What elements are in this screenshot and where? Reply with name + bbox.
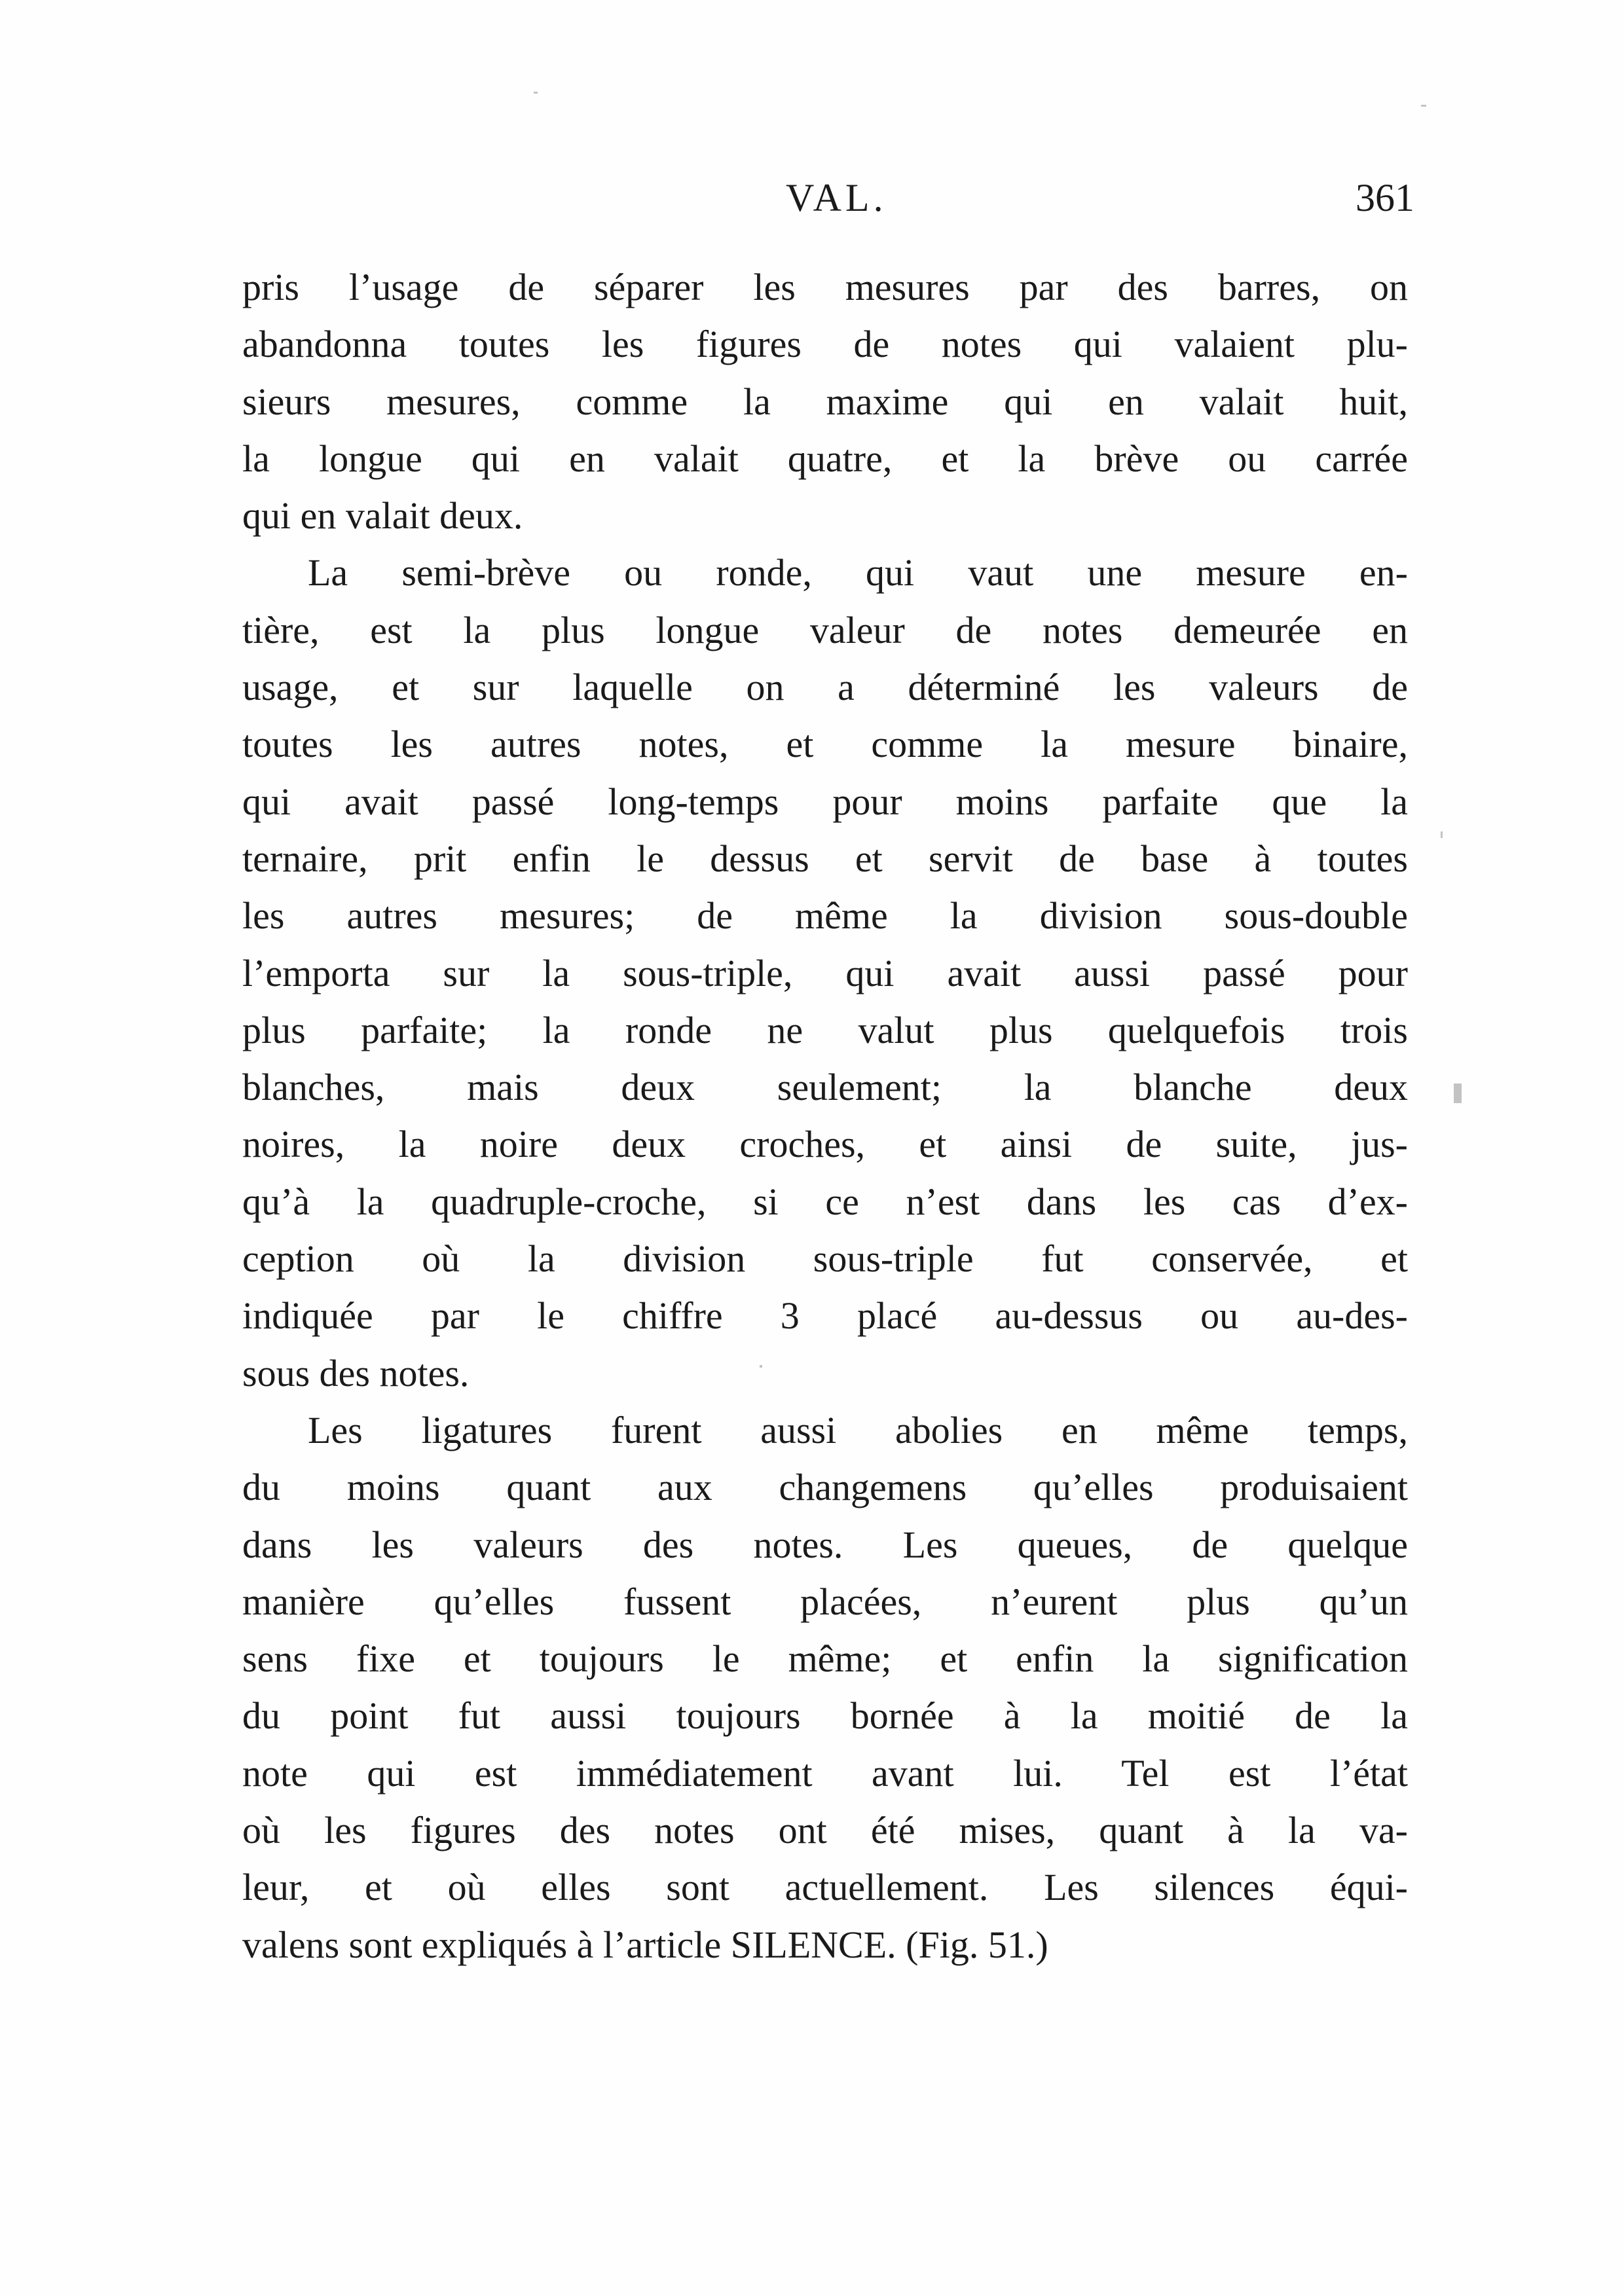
text-line: La semi-brève ou ronde, qui vaut une mesure en- xyxy=(308,551,1408,594)
text-line: sieurs mesures, comme la maxime qui en valait huit, xyxy=(242,380,1408,423)
text-line: manière qu’elles fussent placées, n’eurent plus qu’un xyxy=(242,1580,1408,1623)
text-line: Les ligatures furent aussi abolies en même temps, xyxy=(308,1408,1408,1451)
scan-speck xyxy=(1454,1084,1462,1103)
text-line: pris l’usage de séparer les mesures par des barres, on xyxy=(242,266,1408,308)
paragraph-3 xyxy=(242,1402,1408,1973)
text-line: noires, la noire deux croches, et ainsi de suite, jus- xyxy=(242,1123,1408,1166)
scan-speck xyxy=(534,92,538,94)
text-line: la longue qui en valait quatre, et la brève ou carrée xyxy=(242,437,1408,480)
paragraph-2 xyxy=(242,544,1408,1401)
text-line: blanches, mais deux seulement; la blanche deux xyxy=(242,1066,1408,1109)
text-line: indiquée par le chiffre 3 placé au-dessus ou au-des- xyxy=(242,1294,1408,1338)
text-line: qui en valait deux. xyxy=(242,494,523,538)
text-line: ception où la division sous-triple fut conservée, et xyxy=(242,1237,1408,1281)
text-line: note qui est immédiatement avant lui. Tel est l’état xyxy=(242,1751,1408,1795)
body-text xyxy=(242,259,1408,1973)
text-line: où les figures des notes ont été mises, quant à la va- xyxy=(242,1809,1408,1852)
running-title: VAL. xyxy=(786,176,887,219)
text-line: leur, et où elles sont actuellement. Les silences équi- xyxy=(242,1866,1408,1909)
scan-speck xyxy=(1421,105,1426,107)
scan-speck xyxy=(760,1365,762,1368)
text-line: qu’à la quadruple-croche, si ce n’est dans les cas d’ex- xyxy=(242,1180,1408,1223)
text-line: tière, est la plus longue valeur de notes demeurée en xyxy=(242,608,1408,651)
paragraph-1 xyxy=(242,259,1408,544)
text-line: toutes les autres notes, et comme la mesure binaire, xyxy=(242,723,1408,766)
text-line: sous des notes. xyxy=(242,1351,470,1394)
text-line: du point fut aussi toujours bornée à la moitié de la xyxy=(242,1694,1408,1738)
text-line: qui avait passé long-temps pour moins parfaite que la xyxy=(242,780,1408,823)
text-line: les autres mesures; de même la division sous-double xyxy=(242,894,1408,938)
text-line: ternaire, prit enfin le dessus et servit de base à toutes xyxy=(242,837,1408,880)
text-line: sens fixe et toujours le même; et enfin la signification xyxy=(242,1637,1408,1681)
scan-speck xyxy=(1441,831,1443,838)
text-line: usage, et sur laquelle on a déterminé les valeurs de xyxy=(242,666,1408,709)
text-line: du moins quant aux changemens qu’elles produisaient xyxy=(242,1466,1408,1509)
text-line: valens sont expliqués à l’article SILENCE. (Fig. 51.) xyxy=(242,1923,1048,1966)
text-line: plus parfaite; la ronde ne valut plus quelquefois trois xyxy=(242,1008,1408,1051)
running-head xyxy=(255,175,1434,234)
page-number: 361 xyxy=(1356,176,1414,219)
text-line: dans les valeurs des notes. Les queues, de quelque xyxy=(242,1523,1408,1566)
text-line: l’emporta sur la sous-triple, qui avait aussi passé pour xyxy=(242,951,1408,994)
text-line: abandonna toutes les figures de notes qui valaient plu- xyxy=(242,323,1408,366)
